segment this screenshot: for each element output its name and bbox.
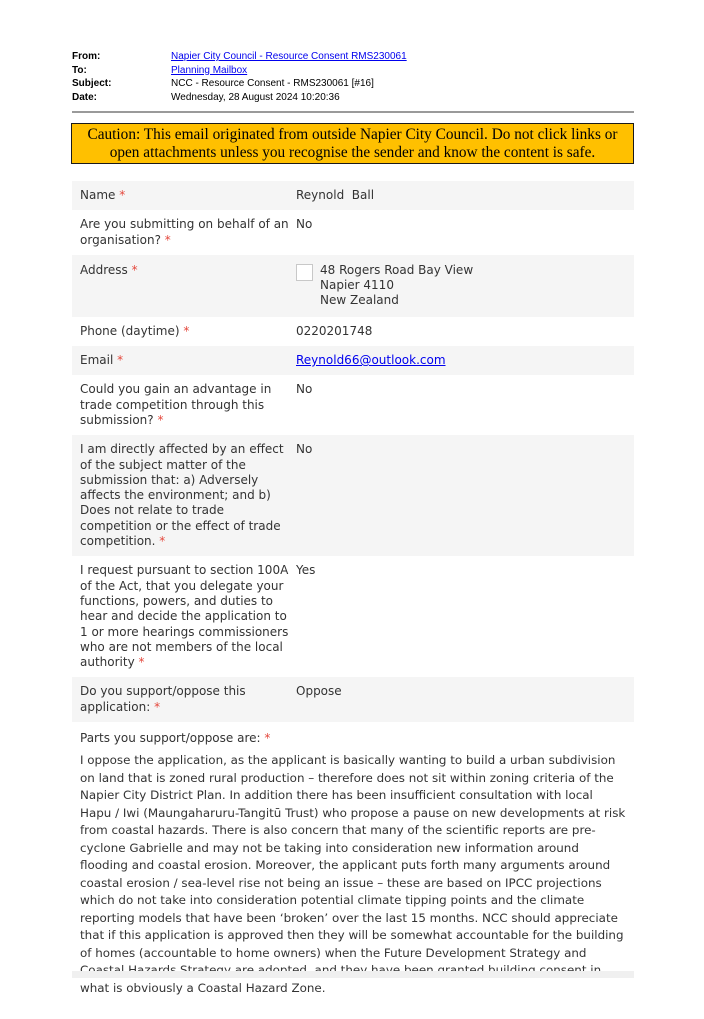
name-label: Name * [80, 188, 126, 202]
required-marker: * [138, 655, 145, 670]
email-link[interactable]: Reynold66@outlook.com [296, 353, 446, 368]
phone-value: 0220201748 [296, 323, 373, 338]
directly-affected-label: I am directly affected by an effect of the subject matter of the submission that: a) Adversely affects the environment; and b) Does not relate to trade competition or the effect of trade competition. * [80, 442, 284, 549]
address-line-3: New Zealand [320, 293, 399, 308]
required-marker: * [157, 412, 164, 427]
support-oppose-row [72, 677, 634, 722]
required-marker: * [119, 188, 126, 202]
support-oppose-label: Do you support/oppose this application: * [80, 684, 246, 714]
address-value [296, 263, 626, 309]
email-row [72, 346, 634, 375]
submission-form [72, 181, 634, 1005]
address-lines [320, 263, 473, 309]
subject-value: NCC - Resource Consent - RMS230061 [#16] [171, 78, 374, 90]
directly-affected-row [72, 435, 634, 556]
email-label: Email * [80, 353, 124, 368]
on-behalf-row [72, 210, 634, 255]
trade-advantage-label: Could you gain an advantage in trade competition through this submission? * [80, 382, 272, 427]
subject-row [72, 77, 632, 91]
parts-text: I oppose the application, as the applicant is basically wanting to build a urban subdivision on land that is zoned rural production – therefore does not sit within zoning criteria of the Napier City District Plan. In addition there has been insufficient consultation with local Hapu / Iwi (Maungaharuru-Tangitū Trust) who propose a pause on new developments at risk from coastal hazards. There is also concern that many of the scientific reports are pre-cyclone Gabrielle and may not be taking into consideration new information around flooding and coastal erosion. Moreover, the applicant puts forth many arguments around coastal erosion / sea-level rise not being an issue – these are based on IPCC projections which do not take into consideration potential climate tipping points and the climate reporting models that have been ‘broken’ over the last 15 months. NCC should appreciate that if this application is approved then they will be somewhat accountable for the building of homes (accountable to home owners) when the Future Development Strategy and what is obviously a Coastal Hazard Zone. [80, 753, 626, 995]
phone-label: Phone (daytime) * [80, 323, 190, 338]
form-bottom-bar [72, 971, 634, 978]
parts-label: Parts you support/oppose are: * [80, 731, 271, 746]
required-marker: * [117, 353, 124, 368]
directly-affected-value: No [296, 442, 313, 457]
address-label: Address * [80, 262, 138, 277]
date-label: Date: [72, 91, 98, 103]
header-divider [72, 111, 634, 113]
name-value: Reynold Ball [296, 188, 375, 202]
trade-advantage-value: No [296, 382, 313, 397]
to-label: To: [72, 64, 87, 76]
address-line-1: 48 Rogers Road Bay View [320, 262, 474, 277]
date-value: Wednesday, 28 August 2024 10:20:36 [171, 91, 340, 103]
on-behalf-value: No [296, 217, 313, 232]
support-oppose-value: Oppose [296, 684, 342, 699]
email-header [72, 50, 632, 104]
required-marker: * [164, 232, 171, 247]
section-100a-value: Yes [296, 563, 316, 578]
from-label: From: [72, 51, 101, 62]
address-checkbox[interactable] [296, 264, 313, 281]
address-row [72, 255, 634, 317]
date-row [72, 91, 632, 105]
address-line-2: Napier 4110 [320, 278, 394, 293]
section-100a-label: I request pursuant to section 100A of the Act, that you delegate your functions, powers, and duties to hear and decide the application to 1 or more hearings commissioners who are not members of the local authority * [80, 563, 289, 670]
required-marker: * [264, 731, 271, 746]
subject-label: Subject: [72, 78, 112, 90]
trade-advantage-row [72, 375, 634, 435]
from-row [72, 50, 632, 64]
section-100a-row [72, 556, 634, 677]
required-marker: * [131, 262, 138, 277]
required-marker: * [159, 534, 166, 549]
caution-banner: Caution: This email originated from outside Napier City Council. Do not click links or open attachments unless you recognise the sender and know the content is safe. [71, 123, 634, 164]
to-row [72, 64, 632, 78]
phone-row [72, 317, 634, 346]
required-marker: * [183, 323, 190, 338]
to-link[interactable]: Planning Mailbox [171, 64, 248, 76]
from-link[interactable]: Napier City Council - Resource Consent RMS230061 [171, 51, 407, 62]
name-row [72, 181, 634, 210]
on-behalf-label: Are you submitting on behalf of an organisation? * [80, 217, 289, 247]
required-marker: * [154, 699, 161, 714]
